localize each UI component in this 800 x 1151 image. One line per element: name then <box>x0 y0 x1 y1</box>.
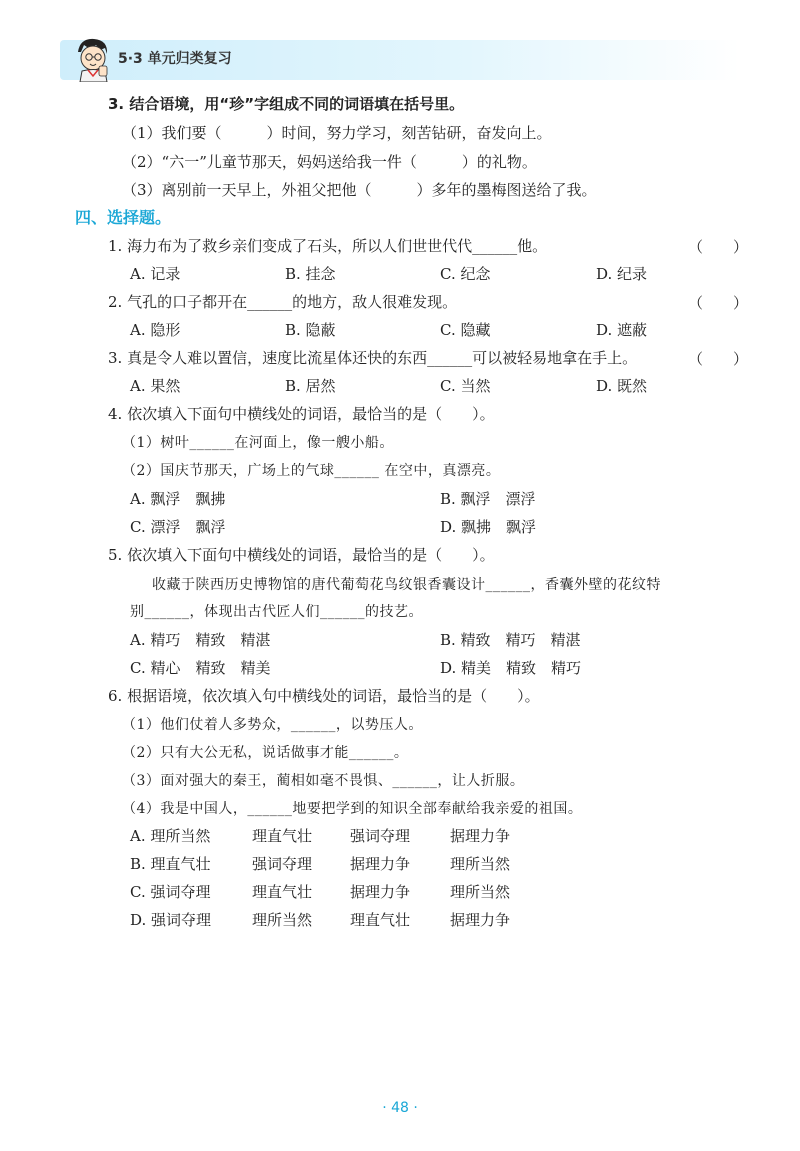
choice-6-option-c-word-4: 理所当然 <box>450 883 511 901</box>
choice-6-sentence-3: （3）面对强大的秦王，蔺相如毫不畏惧、______，让人折服。 <box>122 773 525 789</box>
choice-6-option-c-word-2: 理直气壮 <box>252 883 313 901</box>
choice-3-option-a: A. 果然 <box>130 377 181 395</box>
choice-6-option-d-word-1: D. 强词夺理 <box>130 911 212 929</box>
choice-6-sentence-2: （2）只有大公无私，说话做事才能______。 <box>122 745 409 761</box>
choice-4-option-b: B. 飘浮 漂浮 <box>440 490 536 508</box>
choice-6-option-a-word-1: A. 理所当然 <box>130 827 211 845</box>
choice-6-option-b-word-4: 理所当然 <box>450 855 511 873</box>
choice-6-option-b-word-1: B. 理直气壮 <box>130 855 211 873</box>
choice-6-sentence-1: （1）他们仗着人多势众，______，以势压人。 <box>122 717 423 733</box>
choice-6-option-a-word-4: 据理力争 <box>450 827 511 845</box>
choice-2-option-a: A. 隐形 <box>130 321 181 339</box>
choice-4-sentence-2: （2）国庆节那天，广场上的气球______ 在空中，真漂亮。 <box>122 463 501 479</box>
choice-2-option-b: B. 隐蔽 <box>285 321 336 339</box>
choice-6-option-a-word-2: 理直气壮 <box>252 827 313 845</box>
choice-5-passage-line-1: 收藏于陕西历史博物馆的唐代葡萄花鸟纹银香囊设计______，香囊外壁的花纹特 <box>152 577 661 593</box>
choice-5-option-d: D. 精美 精致 精巧 <box>440 659 582 677</box>
choice-3-question: 3. 真是令人难以置信，速度比流星体还快的东西______可以被轻易地拿在手上。 <box>108 349 638 367</box>
unit-review-title: 5·3 单元归类复习 <box>118 51 232 67</box>
choice-4-option-d: D. 飘拂 飘浮 <box>440 518 537 536</box>
page-number: · 48 · <box>382 1100 418 1116</box>
choice-1-option-b: B. 挂念 <box>285 265 336 283</box>
question-3-title: 3. 结合语境，用“珍”字组成不同的词语填在括号里。 <box>108 95 465 113</box>
question-3-sentence-1: （1）我们要（ ）时间，努力学习，刻苦钻研，奋发向上。 <box>122 124 552 142</box>
choice-2-option-c: C. 隐藏 <box>440 321 491 339</box>
choice-1-option-c: C. 纪念 <box>440 265 491 283</box>
question-3-sentence-2: （2）“六一”儿童节那天，妈妈送给我一件（ ）的礼物。 <box>122 153 537 171</box>
question-3-sentence-3: （3）离别前一天早上，外祖父把他（ ）多年的墨梅图送给了我。 <box>122 181 597 199</box>
choice-6-option-a-word-3: 强词夺理 <box>350 827 411 845</box>
choice-4-option-a: A. 飘浮 飘拂 <box>130 490 226 508</box>
choice-6-option-b-word-2: 强词夺理 <box>252 855 313 873</box>
choice-3-option-d: D. 既然 <box>596 377 648 395</box>
choice-5-option-c: C. 精心 精致 精美 <box>130 659 271 677</box>
choice-2-question: 2. 气孔的口子都开在______的地方，敌人很难发现。 <box>108 293 458 311</box>
choice-6-option-d-word-4: 据理力争 <box>450 911 511 929</box>
choice-4-question: 4. 依次填入下面句中横线处的词语，最恰当的是（ ）。 <box>108 405 495 423</box>
choice-6-option-c-word-1: C. 强词夺理 <box>130 883 211 901</box>
choice-1-question: 1. 海力布为了救乡亲们变成了石头，所以人们世世代代______他。 <box>108 237 548 255</box>
choice-6-option-d-word-3: 理直气壮 <box>350 911 411 929</box>
choice-2-answer-paren: （ ） <box>688 294 749 312</box>
choice-6-sentence-4: （4）我是中国人，______地要把学到的知识全部奉献给我亲爱的祖国。 <box>122 801 583 817</box>
choice-5-question: 5. 依次填入下面句中横线处的词语，最恰当的是（ ）。 <box>108 546 495 564</box>
section-4-title: 四、选择题。 <box>75 208 172 227</box>
choice-4-option-c: C. 漂浮 飘浮 <box>130 518 226 536</box>
choice-5-passage-line-2: 别______，体现出古代匠人们______的技艺。 <box>130 604 423 620</box>
student-mascot-icon <box>72 36 112 82</box>
choice-6-option-c-word-3: 据理力争 <box>350 883 411 901</box>
choice-6-question: 6. 根据语境，依次填入句中横线处的词语，最恰当的是（ ）。 <box>108 687 540 705</box>
choice-5-option-a: A. 精巧 精致 精湛 <box>130 631 271 649</box>
choice-5-option-b: B. 精致 精巧 精湛 <box>440 631 581 649</box>
choice-1-option-a: A. 记录 <box>130 265 181 283</box>
choice-3-option-b: B. 居然 <box>285 377 336 395</box>
choice-6-option-b-word-3: 据理力争 <box>350 855 411 873</box>
choice-2-option-d: D. 遮蔽 <box>596 321 648 339</box>
choice-1-option-d: D. 纪录 <box>596 265 648 283</box>
choice-1-answer-paren: （ ） <box>688 238 749 256</box>
choice-3-option-c: C. 当然 <box>440 377 491 395</box>
choice-6-option-d-word-2: 理所当然 <box>252 911 313 929</box>
choice-3-answer-paren: （ ） <box>688 350 749 368</box>
choice-4-sentence-1: （1）树叶______在河面上，像一艘小船。 <box>122 435 394 451</box>
